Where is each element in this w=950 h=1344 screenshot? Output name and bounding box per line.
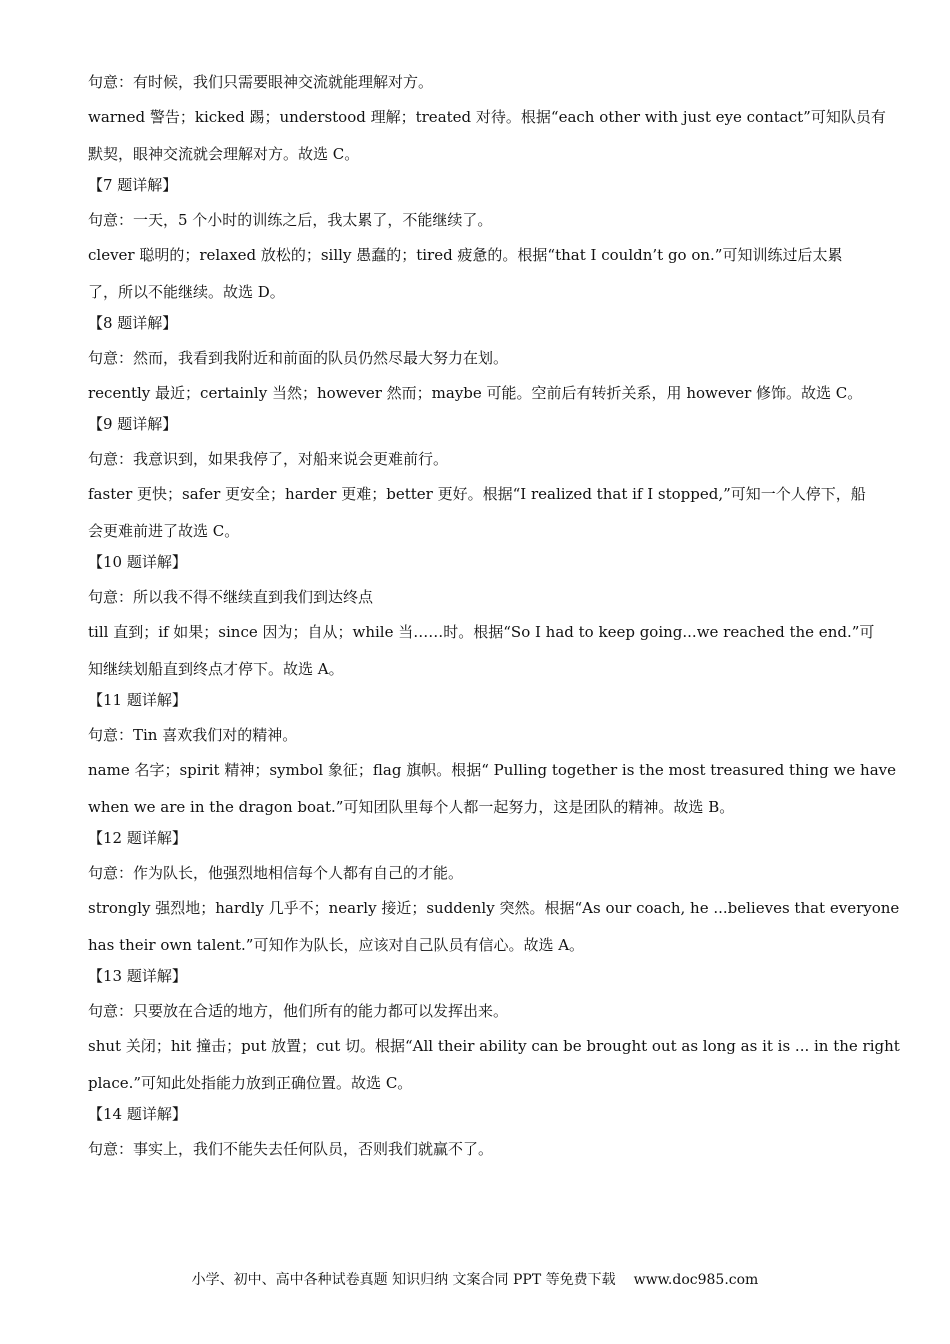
analysis-continuation: 了，所以不能继续。故选 D。 [88,283,285,301]
analysis-continuation: 知继续划船直到终点才停下。故选 A。 [88,660,344,678]
sentence-line: 句意：事实上，我们不能失去任何队员，否则我们就赢不了。 [88,1140,494,1158]
analysis-continuation: has their own talent.”可知作为队长，应该对自己队员有信心。故选 A。 [88,936,585,954]
analysis-line: shut 关闭；hit 撞击；put 放置；cut 切。根据“All their ability can be brought out as long as it is ... in the right [88,1037,900,1055]
footer-url[interactable]: www.doc985.com [633,1272,759,1288]
question-heading-14: 【14 题详解】 [88,1105,187,1123]
document-body [88,72,900,1159]
question-heading-12: 【12 题详解】 [88,829,187,847]
analysis-line: warned 警告；kicked 踢；understood 理解；treated 对待。根据“each other with just eye contact”可知队员有 [88,108,886,126]
analysis-line: recently 最近；certainly 当然；however 然而；maybe 可能。空前后有转折关系，用 however 修饰。故选 C。 [88,384,863,402]
question-heading-10: 【10 题详解】 [88,553,187,571]
question-heading-13: 【13 题详解】 [88,967,187,985]
footer-text: 小学、初中、高中各种试卷真题 知识归纳 文案合同 PPT 等免费下载 [191,1272,616,1288]
sentence-line: 句意：我意识到，如果我停了，对船来说会更难前行。 [88,450,449,468]
analysis-line: name 名字；spirit 精神；symbol 象征；flag 旗帜。根据“ Pulling together is the most treasured thing we have [88,761,896,779]
question-heading-8: 【8 题详解】 [88,314,178,332]
analysis-line: till 直到；if 如果；since 因为；自从；while 当……时。根据“So I had to keep going...we reached the end.”可 [88,623,875,641]
analysis-line: clever 聪明的；relaxed 放松的；silly 愚蠢的；tired 疲惫的。根据“that I couldn’t go on.”可知训练过后太累 [88,246,843,264]
sentence-line: 句意：然而，我看到我附近和前面的队员仍然尽最大努力在划。 [88,349,509,367]
analysis-continuation: 默契，眼神交流就会理解对方。故选 C。 [88,145,360,163]
question-heading-7: 【7 题详解】 [88,176,178,194]
analysis-line: faster 更快；safer 更安全；harder 更难；better 更好。根据“I realized that if I stopped,”可知一个人停下，船 [88,485,866,503]
sentence-line: 句意：一天，5 个小时的训练之后，我太累了，不能继续了。 [88,211,493,229]
question-heading-9: 【9 题详解】 [88,415,178,433]
sentence-line: 句意：只要放在合适的地方，他们所有的能力都可以发挥出来。 [88,1002,509,1020]
analysis-continuation: place.”可知此处指能力放到正确位置。故选 C。 [88,1074,413,1092]
page-footer [0,1269,950,1289]
sentence-line: 句意：作为队长，他强烈地相信每个人都有自己的才能。 [88,864,464,882]
analysis-line: strongly 强烈地；hardly 几乎不；nearly 接近；suddenly 突然。根据“As our coach, he ...believes that everyone [88,899,900,917]
sentence-line: 句意：Tin 喜欢我们对的精神。 [88,726,298,744]
sentence-line: 句意：所以我不得不继续直到我们到达终点 [88,588,374,606]
analysis-continuation: when we are in the dragon boat.”可知团队里每个人都一起努力，这是团队的精神。故选 B。 [88,798,735,816]
sentence-line: 句意：有时候，我们只需要眼神交流就能理解对方。 [88,73,434,91]
question-heading-11: 【11 题详解】 [88,691,187,709]
analysis-continuation: 会更难前进了故选 C。 [88,522,240,540]
